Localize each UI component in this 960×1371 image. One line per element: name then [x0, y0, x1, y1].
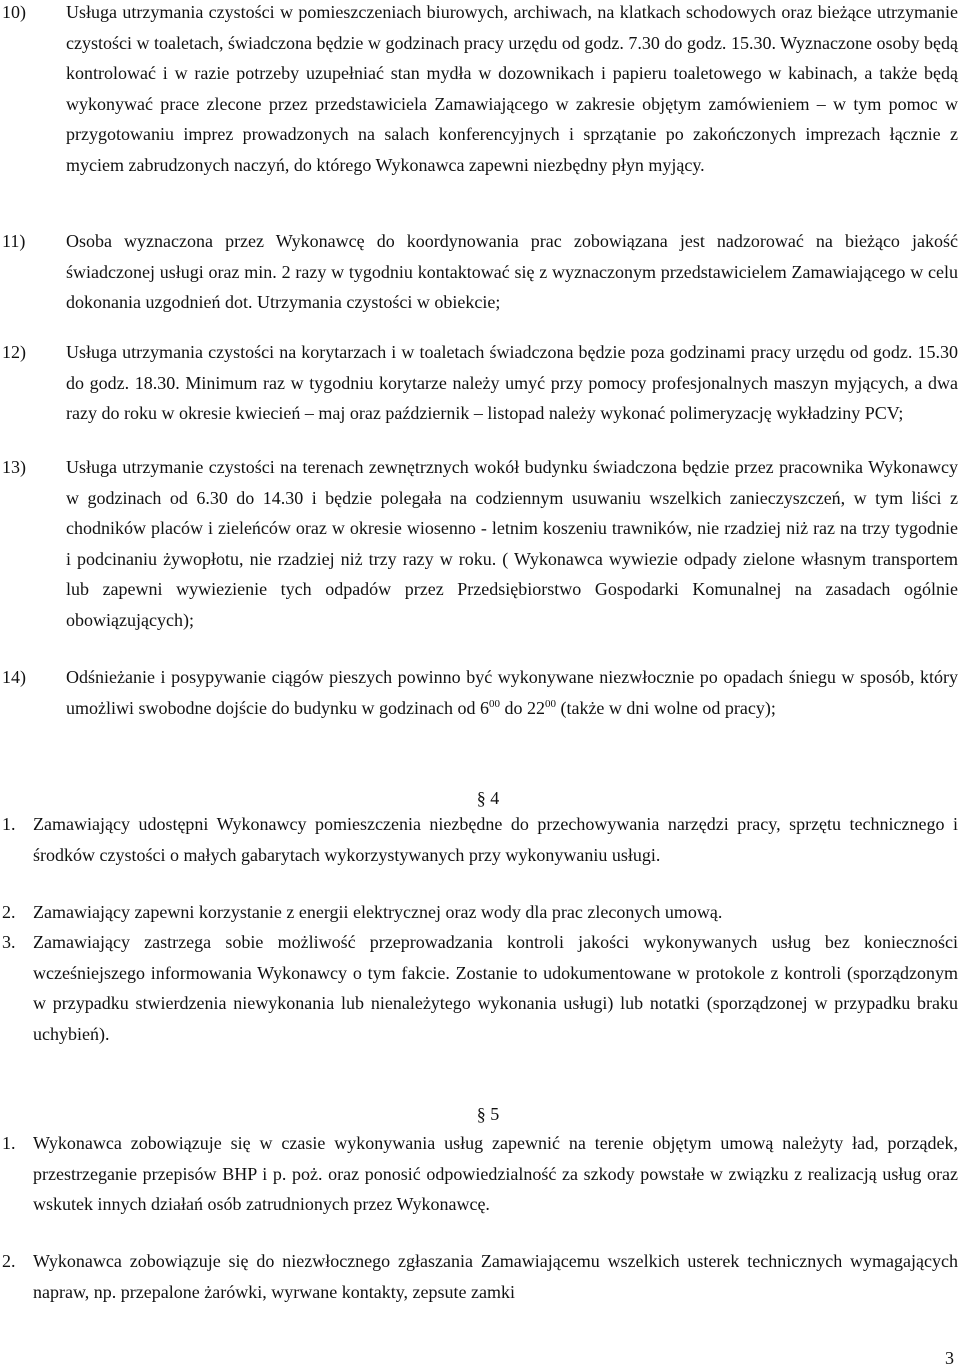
section-4-item-1: [0, 809, 958, 870]
item-text: Odśnieżanie i posypywanie ciągów pieszych powinno być wykonywane niezwłocznie po opadach śniegu w sposób, który umożliwi swobodne dojście do budynku w godzinach od $6^{00}$ do $22^{00}$ (także w dni wolne od pracy);: [66, 667, 958, 718]
section-4-item-2: [0, 897, 958, 928]
list-item-10: [0, 0, 958, 181]
item-number: 14): [2, 667, 26, 687]
item-number: 2.: [2, 1251, 16, 1271]
item-number: 1.: [2, 814, 16, 834]
item-number: 12): [2, 342, 26, 362]
list-item-12: [0, 337, 958, 429]
item-text: Wykonawca zobowiązuje się w czasie wykonywania usług zapewnić na terenie objętym umową należyty ład, porządek, przestrzeganie przepisów BHP i p. poż. oraz ponosić odpowiedzialność za szkody powstałe w związku z realizacją usług oraz wskutek innych działań osób zatrudnionych przez Wykonawcę.: [33, 1133, 958, 1215]
list-item-11: [0, 226, 958, 318]
item-number: 13): [2, 457, 26, 477]
page-number: 3: [945, 1348, 954, 1368]
item-text: Usługa utrzymanie czystości na terenach zewnętrznych wokół budynku świadczona będzie przez pracownika Wykonawcy w godzinach od 6.30 do 14.30 i będzie polegała na codziennym usuwaniu wszelkich zanieczyszczeń, w tym liści z chodników placów i zieleńców oraz w okresie wiosenno - letnim koszeniu trawników, nie rzadziej niż raz na trzy tygodnie i podcinaniu żywopłotu, nie rzadziej niż trzy razy w roku. ( Wykonawca wywiezie odpady zielone własnym transportem lub zapewni wywiezienie tych odpadów przez Przedsiębiorstwo Gospodarki Komunalnej na zasadach ogólnie obowiązujących);: [66, 457, 958, 630]
section-5-heading: § 5: [476, 1104, 500, 1124]
section-4-heading: § 4: [476, 788, 500, 808]
item-number: 1.: [2, 1133, 16, 1153]
item-text: Usługa utrzymania czystości w pomieszczeniach biurowych, archiwach, na klatkach schodowych oraz bieżące utrzymanie czystości w toaletach, świadczona będzie w godzinach pracy urzędu od godz. 7.30 do godz. 15.30. Wyznaczone osoby będą kontrolować i w razie potrzeby uzupełniać stan mydła w dozownikach i papieru toaletowego w kabinach, a także będą wykonywać prace zlecone przez przedstawiciela Zamawiającego w zakresie objętym zamówieniem – w tym pomoc w przygotowaniu imprez prowadzonych na salach konferencyjnych i sprzątanie po zakończonych imprezach łącznie z myciem zabrudzonych naczyń, do którego Wykonawca zapewni niezbędny płyn myjący.: [66, 2, 958, 175]
item-text: Osoba wyznaczona przez Wykonawcę do koordynowania prac zobowiązana jest nadzorować na bieżąco jakość świadczonej usługi oraz min. 2 razy w tygodniu kontaktować się z wyznaczonym przedstawicielem Zamawiającego w celu dokonania uzgodnień dot. Utrzymania czystości w obiekcie;: [66, 231, 958, 313]
item-text: Usługa utrzymania czystości na korytarzach i w toaletach świadczona będzie poza godzinami pracy urzędu od godz. 15.30 do godz. 18.30. Minimum raz w tygodniu korytarze należy umyć przy pomocy profesjonalnych maszyn myjących, a dwa razy do roku w okresie kwiecień – maj oraz październik – listopad należy wykonać polimeryzację wykładziny PCV;: [66, 342, 958, 424]
list-item-13: [0, 452, 958, 636]
item-number: 3.: [2, 932, 16, 952]
item-number: 11): [2, 231, 26, 251]
item-number: 2.: [2, 902, 16, 922]
section-4-item-3: [0, 927, 958, 1049]
item-text: Zamawiający zastrzega sobie możliwość przeprowadzania kontroli jakości wykonywanych usług bez konieczności wcześniejszego informowania Wykonawcy o tym fakcie. Zostanie to udokumentowane w protokole z kontroli (sporządzonym w przypadku stwierdzenia niewykonania lub nienależytego wykonania usługi) lub notatki (sporządzonej w przypadku braku uchybień).: [33, 932, 958, 1044]
item-text: Zamawiający udostępni Wykonawcy pomieszczenia niezbędne do przechowywania narzędzi pracy, sprzętu technicznego i środków czystości o małych gabarytach wykorzystywanych przy wykonywaniu usługi.: [33, 814, 958, 865]
item-number: 10): [2, 2, 26, 22]
item-text: Wykonawca zobowiązuje się do niezwłocznego zgłaszania Zamawiającemu wszelkich usterek technicznych wymagających napraw, np. przepalone żarówki, wyrwane kontakty, zepsute zamki: [33, 1251, 958, 1302]
item-text: Zamawiający zapewni korzystanie z energii elektrycznej oraz wody dla prac zleconych umową.: [33, 902, 723, 922]
list-item-14: [0, 662, 958, 723]
section-5-item-1: [0, 1128, 958, 1220]
section-5-item-2: [0, 1246, 958, 1307]
